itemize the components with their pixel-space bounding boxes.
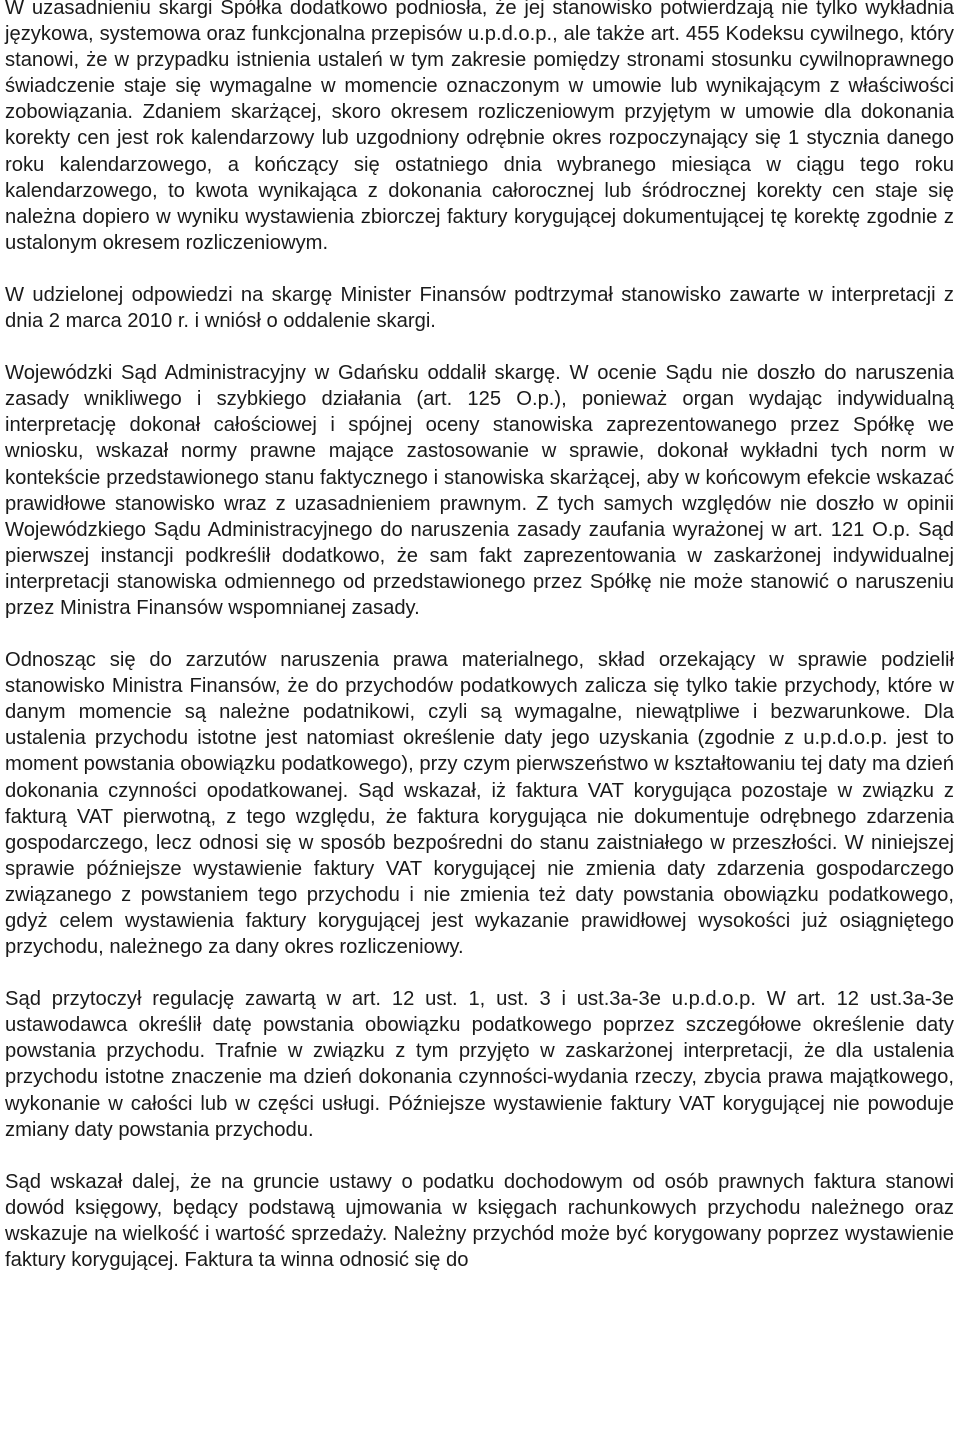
- paragraph-substantive-law: Odnosząc się do zarzutów naruszenia prawa materialnego, skład orzekający w sprawie podzielił stanowisko Ministra Finansów, że do przychodów podatkowych zalicza się tylko takie przychody, które w danym momencie są należne podatnikowi, czyli są wymagalne, niewątpliwe i bezwarunkowe. Dla ustalenia przychodu istotne jest natomiast określenie daty jego uzyskania (zgodnie z u.p.d.o.p. jest to moment powstania obowiązku podatkowego), przy czym pierwszeństwo w kształtowaniu tej daty ma dzień dokonania czynności opodatkowanej. Sąd wskazał, iż faktura VAT korygująca pozostaje w związku z fakturą VAT pierwotną, z tego względu, że faktura korygująca nie dokumentuje odrębnego zdarzenia gospodarczego, lecz odnosi się w sposób bezpośredni do stanu zaistniałego w przeszłości. W niniejszej sprawie późniejsze wystawienie faktury VAT korygującej nie zmienia daty zdarzenia gospodarczego związanego z powstaniem tego przychodu i nie zmienia też daty powstania obowiązku podatkowego, gdyż celem wystawienia faktury korygującej jest wykazanie prawidłowej wysokości już osiągniętego przychodu, należnego za dany okres rozliczeniowy.: [5, 649, 954, 959]
- paragraph-court-dismissal: Wojewódzki Sąd Administracyjny w Gdańsku oddalił skargę. W ocenie Sądu nie doszło do naruszenia zasady wnikliwego i szybkiego działania (art. 125 O.p.), ponieważ organ wydając indywidualną interpretację dokonał całościowej i spójnej oceny stanowiska zaprezentowanego przez Spółkę we wniosku, wskazał normy prawne mające zastosowanie w sprawie, dokonał wykładni tych norm w kontekście przedstawionego stanu faktycznego i stanowiska skarżącej, aby w końcowym efekcie wskazać prawidłowe stanowisko wraz z uzasadnieniem prawnym. Z tych samych względów nie doszło w opinii Wojewódzkiego Sądu Administracyjnego do naruszenia zasady zaufania wyrażonej w art. 121 O.p. Sąd pierwszej instancji podkreślił dodatkowo, że sam fakt zaprezentowania w zaskarżonej indywidualnej interpretacji stanowiska odmiennego od przedstawionego przez Spółkę nie może stanowić o naruszeniu przez Ministra Finansów wspomnianej zasady.: [5, 362, 954, 619]
- paragraph-art-12-regulation: Sąd przytoczył regulację zawartą w art. 12 ust. 1, ust. 3 i ust.3a-3e u.p.d.o.p. W art. 12 ust.3a-3e ustawodawca określił datę powstania obowiązku podatkowego poprzez szczegółowe określenie daty powstania przychodu. Trafnie w związku z tym przyjęto w zaskarżonej interpretacji, że dla ustalenia przychodu istotne znaczenie ma dzień dokonania czynności-wydania rzeczy, zbycia prawa majątkowego, wykonanie w całości lub w części usługi. Późniejsze wystawienie faktury VAT korygującej nie powoduje zmiany daty powstania przychodu.: [5, 988, 954, 1141]
- paragraph-complaint-justification: W uzasadnieniu skargi Spółka dodatkowo podniosła, że jej stanowisko potwierdzają nie tylko wykładnia językowa, systemowa oraz funkcjonalna przepisów u.p.d.o.p., ale także art. 455 Kodeksu cywilnego, który stanowi, że w przypadku istnienia ustaleń w tym zakresie pomiędzy stronami stosunku cywilnoprawnego świadczenie staje się wymagalne w momencie oznaczonym w umowie lub wynikającym z właściwości zobowiązania. Zdaniem skarżącej, skoro okresem rozliczeniowym przyjętym w umowie dla dokonania korekty cen jest rok kalendarzowy lub uzgodniony odrębnie okres rozpoczynający się 1 stycznia danego roku kalendarzowego, a kończący się ostatniego dnia wybranego miesiąca w ciągu tego roku kalendarzowego, to kwota wynikająca z dokonania całorocznej lub śródrocznej korekty cen staje się należna dopiero w wyniku wystawienia zbiorczej faktury korygującej dokumentującej tę korektę zgodnie z ustalonym okresem rozliczeniowym.: [5, 0, 954, 254]
- paragraph-invoice-evidence: Sąd wskazał dalej, że na gruncie ustawy o podatku dochodowym od osób prawnych faktura stanowi dowód księgowy, będący podstawą ujmowania w księgach rachunkowych przychodu należnego oraz wskazuje na wielkość i wartość sprzedaży. Należny przychód może być korygowany poprzez wystawienie faktury korygującej. Faktura ta winna odnosić się do: [5, 1170, 954, 1272]
- paragraph-minister-response: W udzielonej odpowiedzi na skargę Minister Finansów podtrzymał stanowisko zawarte w interpretacji z dnia 2 marca 2010 r. i wniósł o oddalenie skargi.: [5, 283, 954, 333]
